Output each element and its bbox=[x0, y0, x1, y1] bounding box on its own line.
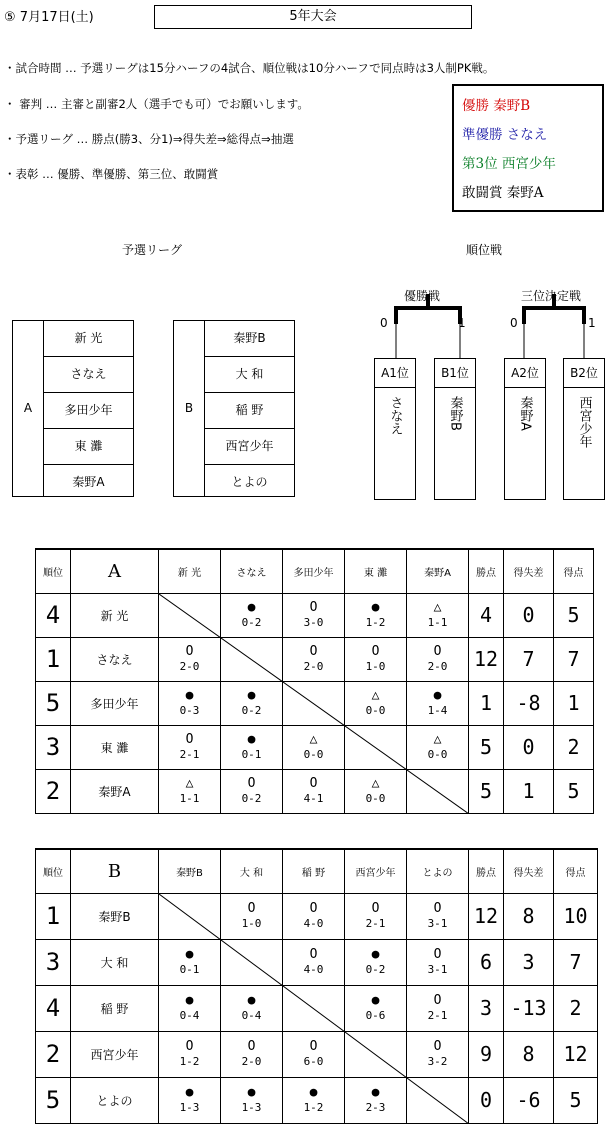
team-name-cell: 秦野B bbox=[71, 893, 159, 939]
group-b-team: とよの bbox=[231, 475, 268, 489]
diagonal-line bbox=[407, 770, 469, 814]
match-result-cell bbox=[221, 769, 283, 813]
table-row bbox=[36, 637, 594, 681]
team-name-cell: 稲 野 bbox=[71, 985, 159, 1031]
result-score: 0-2 bbox=[241, 792, 262, 805]
table-row bbox=[36, 681, 594, 725]
group-b-team: 西宮少年 bbox=[205, 429, 294, 465]
result-score: 1-2 bbox=[365, 616, 386, 629]
rank-header: 順位 bbox=[36, 849, 71, 893]
rank-cell: 4 bbox=[36, 593, 71, 637]
table-row bbox=[36, 1077, 598, 1123]
team-name-cell: 西宮少年 bbox=[71, 1031, 159, 1077]
match-result-cell bbox=[283, 939, 345, 985]
goals-cell: 2 bbox=[554, 985, 598, 1031]
match-result-cell bbox=[407, 939, 469, 985]
rank-cell: 3 bbox=[36, 725, 71, 769]
ranking-title: 順位戦 bbox=[466, 243, 503, 257]
group-b-team: 大 和 bbox=[205, 357, 294, 393]
result-score: 1-1 bbox=[179, 792, 200, 805]
goals-cell: 10 bbox=[554, 893, 598, 939]
result-score: 1-2 bbox=[179, 1055, 200, 1068]
match-result-cell bbox=[345, 1077, 407, 1123]
slot-label: B2位 bbox=[564, 359, 604, 388]
result-symbol: O bbox=[185, 644, 194, 659]
third-right-score: 1 bbox=[588, 316, 596, 330]
match-result-cell bbox=[283, 1031, 345, 1077]
result-score: 1-1 bbox=[427, 616, 448, 629]
diagonal-line bbox=[345, 1032, 407, 1078]
third-bracket-line bbox=[524, 308, 584, 324]
result-symbol: O bbox=[433, 1039, 442, 1054]
opponent-header: 多田少年 bbox=[283, 549, 345, 593]
result-symbol: ● bbox=[185, 688, 194, 703]
table-row bbox=[36, 939, 598, 985]
self-match-cell bbox=[221, 637, 283, 681]
table-row bbox=[36, 769, 594, 813]
result-symbol: △ bbox=[433, 732, 442, 747]
result-score: 1-2 bbox=[303, 1101, 324, 1114]
slot-team: 秦野B bbox=[447, 396, 463, 431]
match-result-cell bbox=[221, 1031, 283, 1077]
group-letter-header: B bbox=[71, 849, 159, 893]
result-symbol: ● bbox=[247, 688, 256, 703]
points-cell: 0 bbox=[469, 1077, 504, 1123]
rank-cell: 3 bbox=[36, 939, 71, 985]
result-score: 1-3 bbox=[179, 1101, 200, 1114]
rule-time: ・試合時間 … 予選リーグは15分ハーフの4試合、順位戦は10分ハーフで同点時は3人制PK戦。 bbox=[4, 61, 495, 75]
rank-cell: 2 bbox=[36, 1031, 71, 1077]
result-score: 2-1 bbox=[365, 917, 386, 930]
result-symbol: O bbox=[309, 644, 318, 659]
result-score: 0-0 bbox=[365, 792, 386, 805]
result-symbol: ● bbox=[185, 947, 194, 962]
result-symbol: O bbox=[185, 732, 194, 747]
diagonal-line bbox=[159, 594, 221, 638]
match-result-cell bbox=[221, 725, 283, 769]
result-score: 6-0 bbox=[303, 1055, 324, 1068]
rank-cell: 4 bbox=[36, 985, 71, 1031]
result-score: 0-4 bbox=[179, 1009, 200, 1022]
page-title: 5年大会 bbox=[154, 5, 472, 29]
goal-diff-cell: 3 bbox=[504, 939, 554, 985]
result-symbol: O bbox=[309, 776, 318, 791]
header-date-text: 7月17日(土) bbox=[19, 10, 94, 25]
goals-cell: 2 bbox=[554, 725, 594, 769]
match-result-cell bbox=[283, 593, 345, 637]
match-result-cell bbox=[283, 637, 345, 681]
result-symbol: O bbox=[247, 776, 256, 791]
goals-header: 得点 bbox=[554, 849, 598, 893]
points-cell: 12 bbox=[469, 893, 504, 939]
table-row bbox=[36, 1031, 598, 1077]
result-score: 2-0 bbox=[427, 660, 448, 673]
points-cell: 3 bbox=[469, 985, 504, 1031]
result-score: 4-0 bbox=[303, 917, 324, 930]
slot-label: B1位 bbox=[435, 359, 475, 388]
result-symbol: O bbox=[371, 644, 380, 659]
group-b-result-table bbox=[35, 848, 598, 1124]
match-result-cell bbox=[159, 681, 221, 725]
self-match-cell bbox=[221, 939, 283, 985]
rank-cell: 5 bbox=[36, 1077, 71, 1123]
result-symbol: O bbox=[309, 600, 318, 615]
opponent-header: とよの bbox=[407, 849, 469, 893]
team-name-cell: 大 和 bbox=[71, 939, 159, 985]
group-a-result-table bbox=[35, 548, 594, 814]
result-symbol: O bbox=[309, 1039, 318, 1054]
team-name-cell: 秦野A bbox=[71, 769, 159, 813]
match-result-cell bbox=[407, 725, 469, 769]
table-row bbox=[36, 893, 598, 939]
diagonal-line bbox=[407, 1078, 469, 1124]
opponent-header: 東 灘 bbox=[345, 549, 407, 593]
result-score: 0-0 bbox=[427, 748, 448, 761]
result-score: 1-3 bbox=[241, 1101, 262, 1114]
self-match-cell bbox=[345, 725, 407, 769]
result-symbol: ● bbox=[371, 600, 380, 615]
opponent-header: 西宮少年 bbox=[345, 849, 407, 893]
result-symbol: △ bbox=[433, 600, 442, 615]
result-symbol: ● bbox=[247, 1085, 256, 1100]
result-symbol: ● bbox=[309, 1085, 318, 1100]
team-name-cell: とよの bbox=[71, 1077, 159, 1123]
result-score: 4-0 bbox=[303, 963, 324, 976]
result-symbol: O bbox=[371, 901, 380, 916]
goal-diff-header: 得失差 bbox=[504, 549, 554, 593]
goals-cell: 1 bbox=[554, 681, 594, 725]
self-match-cell bbox=[283, 681, 345, 725]
header-number: ⑤ bbox=[4, 10, 16, 25]
diagonal-line bbox=[283, 682, 345, 726]
goal-diff-cell: 8 bbox=[504, 893, 554, 939]
slot-team: 秦野A bbox=[517, 396, 533, 431]
winner-fighting-spirit: 敢闘賞 秦野A bbox=[462, 185, 544, 201]
result-score: 0-4 bbox=[241, 1009, 262, 1022]
group-a-team: 多田少年 bbox=[44, 393, 133, 429]
result-score: 0-6 bbox=[365, 1009, 386, 1022]
match-result-cell bbox=[283, 769, 345, 813]
result-symbol: O bbox=[433, 901, 442, 916]
result-score: 2-1 bbox=[179, 748, 200, 761]
match-result-cell bbox=[221, 681, 283, 725]
result-score: 3-0 bbox=[303, 616, 324, 629]
final-right-score: 1 bbox=[458, 316, 466, 330]
opponent-header: 大 和 bbox=[221, 849, 283, 893]
result-symbol: △ bbox=[371, 776, 380, 791]
points-cell: 12 bbox=[469, 637, 504, 681]
match-result-cell bbox=[283, 1077, 345, 1123]
match-result-cell bbox=[345, 593, 407, 637]
points-header: 勝点 bbox=[469, 849, 504, 893]
result-score: 1-4 bbox=[427, 704, 448, 717]
match-result-cell bbox=[283, 893, 345, 939]
winner-runner-up: 準優勝 さなえ bbox=[462, 127, 548, 143]
points-cell: 5 bbox=[469, 725, 504, 769]
self-match-cell bbox=[407, 1077, 469, 1123]
match-result-cell bbox=[345, 893, 407, 939]
team-name-cell: さなえ bbox=[71, 637, 159, 681]
opponent-header: 秦野B bbox=[159, 849, 221, 893]
bracket-slot-a2 bbox=[504, 358, 546, 500]
result-score: 2-0 bbox=[179, 660, 200, 673]
slot-team: さなえ bbox=[387, 396, 403, 435]
result-symbol: ● bbox=[247, 993, 256, 1008]
diagonal-line bbox=[283, 986, 345, 1032]
result-symbol: O bbox=[247, 1039, 256, 1054]
match-result-cell bbox=[221, 1077, 283, 1123]
league-title: 予選リーグ bbox=[122, 243, 183, 257]
goal-diff-cell: 7 bbox=[504, 637, 554, 681]
result-symbol: ● bbox=[371, 947, 380, 962]
bracket-slot-a1 bbox=[374, 358, 416, 500]
diagonal-line bbox=[221, 638, 283, 682]
final-title: 優勝戦 bbox=[404, 289, 441, 303]
goal-diff-cell: -13 bbox=[504, 985, 554, 1031]
result-score: 4-1 bbox=[303, 792, 324, 805]
result-score: 3-2 bbox=[427, 1055, 448, 1068]
rank-cell: 5 bbox=[36, 681, 71, 725]
result-score: 0-1 bbox=[241, 748, 262, 761]
self-match-cell bbox=[407, 769, 469, 813]
goals-cell: 7 bbox=[554, 637, 594, 681]
match-result-cell bbox=[159, 1077, 221, 1123]
result-score: 0-0 bbox=[303, 748, 324, 761]
result-symbol: △ bbox=[371, 688, 380, 703]
goals-cell: 7 bbox=[554, 939, 598, 985]
result-score: 2-3 bbox=[365, 1101, 386, 1114]
third-place-title: 三位決定戦 bbox=[521, 289, 582, 303]
rule-league: ・予選リーグ … 勝点(勝3、分1)⇒得失差⇒総得点⇒抽選 bbox=[4, 132, 294, 146]
group-b-team: 秦野B bbox=[205, 321, 294, 357]
result-score: 2-0 bbox=[303, 660, 324, 673]
table-row bbox=[36, 593, 594, 637]
goals-cell: 5 bbox=[554, 593, 594, 637]
result-symbol: O bbox=[433, 993, 442, 1008]
group-a-team: 秦野A bbox=[72, 475, 105, 489]
goal-diff-cell: 8 bbox=[504, 1031, 554, 1077]
opponent-header: 新 光 bbox=[159, 549, 221, 593]
match-result-cell bbox=[407, 593, 469, 637]
diagonal-line bbox=[221, 940, 283, 986]
match-result-cell bbox=[407, 893, 469, 939]
result-symbol: ● bbox=[433, 688, 442, 703]
group-a-team: 新 光 bbox=[44, 321, 133, 357]
match-result-cell bbox=[221, 985, 283, 1031]
result-symbol: △ bbox=[185, 776, 194, 791]
group-b-letter: B bbox=[174, 321, 205, 496]
bracket-slot-b1 bbox=[434, 358, 476, 500]
goals-cell: 5 bbox=[554, 1077, 598, 1123]
match-result-cell bbox=[159, 637, 221, 681]
self-match-cell bbox=[283, 985, 345, 1031]
group-a-letter: A bbox=[13, 321, 44, 496]
final-left-score: 0 bbox=[380, 316, 388, 330]
goals-cell: 5 bbox=[554, 769, 594, 813]
team-name-cell: 多田少年 bbox=[71, 681, 159, 725]
result-score: 0-0 bbox=[365, 704, 386, 717]
result-score: 2-0 bbox=[241, 1055, 262, 1068]
result-symbol: O bbox=[309, 901, 318, 916]
self-match-cell bbox=[159, 593, 221, 637]
match-result-cell bbox=[159, 769, 221, 813]
group-a-team: 東 灘 bbox=[44, 429, 133, 465]
points-cell: 9 bbox=[469, 1031, 504, 1077]
match-result-cell bbox=[221, 593, 283, 637]
match-result-cell bbox=[407, 1031, 469, 1077]
self-match-cell bbox=[345, 1031, 407, 1077]
opponent-header: 秦野A bbox=[407, 549, 469, 593]
result-score: 0-3 bbox=[179, 704, 200, 717]
points-cell: 5 bbox=[469, 769, 504, 813]
match-result-cell bbox=[407, 637, 469, 681]
result-symbol: O bbox=[185, 1039, 194, 1054]
result-score: 0-1 bbox=[179, 963, 200, 976]
self-match-cell bbox=[159, 893, 221, 939]
result-symbol: O bbox=[433, 947, 442, 962]
match-result-cell bbox=[159, 725, 221, 769]
group-a-box bbox=[12, 320, 134, 497]
bracket-slot-b2 bbox=[563, 358, 605, 500]
diagonal-line bbox=[345, 726, 407, 770]
match-result-cell bbox=[345, 681, 407, 725]
points-cell: 6 bbox=[469, 939, 504, 985]
result-score: 0-2 bbox=[241, 616, 262, 629]
goal-diff-header: 得失差 bbox=[504, 849, 554, 893]
opponent-header: 稲 野 bbox=[283, 849, 345, 893]
goal-diff-cell: -6 bbox=[504, 1077, 554, 1123]
result-symbol: ● bbox=[371, 1085, 380, 1100]
goals-cell: 12 bbox=[554, 1031, 598, 1077]
match-result-cell bbox=[345, 985, 407, 1031]
goal-diff-cell: -8 bbox=[504, 681, 554, 725]
group-b-box bbox=[173, 320, 295, 497]
points-header: 勝点 bbox=[469, 549, 504, 593]
table-row bbox=[36, 985, 598, 1031]
result-score: 3-1 bbox=[427, 917, 448, 930]
result-score: 0-2 bbox=[241, 704, 262, 717]
winners-box bbox=[452, 84, 604, 212]
result-symbol: ● bbox=[185, 993, 194, 1008]
slot-label: A2位 bbox=[505, 359, 545, 388]
table-row bbox=[36, 725, 594, 769]
result-symbol: O bbox=[247, 901, 256, 916]
team-name-cell: 東 灘 bbox=[71, 725, 159, 769]
rank-cell: 1 bbox=[36, 893, 71, 939]
rule-referee: ・ 審判 … 主審と副審2人（選手でも可）でお願いします。 bbox=[4, 97, 309, 111]
match-result-cell bbox=[283, 725, 345, 769]
group-letter-header: A bbox=[71, 549, 159, 593]
result-score: 1-0 bbox=[241, 917, 262, 930]
match-result-cell bbox=[159, 939, 221, 985]
match-result-cell bbox=[407, 681, 469, 725]
result-symbol: ● bbox=[371, 993, 380, 1008]
result-score: 3-1 bbox=[427, 963, 448, 976]
match-result-cell bbox=[345, 939, 407, 985]
slot-label: A1位 bbox=[375, 359, 415, 388]
points-cell: 4 bbox=[469, 593, 504, 637]
result-score: 2-1 bbox=[427, 1009, 448, 1022]
rank-cell: 1 bbox=[36, 637, 71, 681]
header-date bbox=[4, 6, 94, 25]
points-cell: 1 bbox=[469, 681, 504, 725]
diagonal-line bbox=[159, 894, 221, 940]
winner-champion: 優勝 秦野B bbox=[462, 98, 531, 114]
winner-third: 第3位 西宮少年 bbox=[462, 156, 556, 172]
match-result-cell bbox=[407, 985, 469, 1031]
group-b-team: 稲 野 bbox=[205, 393, 294, 429]
result-symbol: ● bbox=[247, 732, 256, 747]
match-result-cell bbox=[221, 893, 283, 939]
final-bracket-line bbox=[396, 308, 460, 324]
result-symbol: △ bbox=[309, 732, 318, 747]
result-symbol: O bbox=[309, 947, 318, 962]
goals-header: 得点 bbox=[554, 549, 594, 593]
result-score: 0-2 bbox=[365, 963, 386, 976]
match-result-cell bbox=[159, 1031, 221, 1077]
group-a-team: さなえ bbox=[44, 357, 133, 393]
match-result-cell bbox=[345, 637, 407, 681]
rule-awards: ・表彰 … 優勝、準優勝、第三位、敢闘賞 bbox=[4, 167, 219, 181]
result-symbol: ● bbox=[247, 600, 256, 615]
opponent-header: さなえ bbox=[221, 549, 283, 593]
rank-cell: 2 bbox=[36, 769, 71, 813]
goal-diff-cell: 0 bbox=[504, 593, 554, 637]
result-symbol: O bbox=[433, 644, 442, 659]
goal-diff-cell: 0 bbox=[504, 725, 554, 769]
rank-header: 順位 bbox=[36, 549, 71, 593]
third-left-score: 0 bbox=[510, 316, 518, 330]
slot-team: 西宮少年 bbox=[576, 396, 592, 448]
match-result-cell bbox=[159, 985, 221, 1031]
result-symbol: ● bbox=[185, 1085, 194, 1100]
result-score: 1-0 bbox=[365, 660, 386, 673]
goal-diff-cell: 1 bbox=[504, 769, 554, 813]
team-name-cell: 新 光 bbox=[71, 593, 159, 637]
match-result-cell bbox=[345, 769, 407, 813]
